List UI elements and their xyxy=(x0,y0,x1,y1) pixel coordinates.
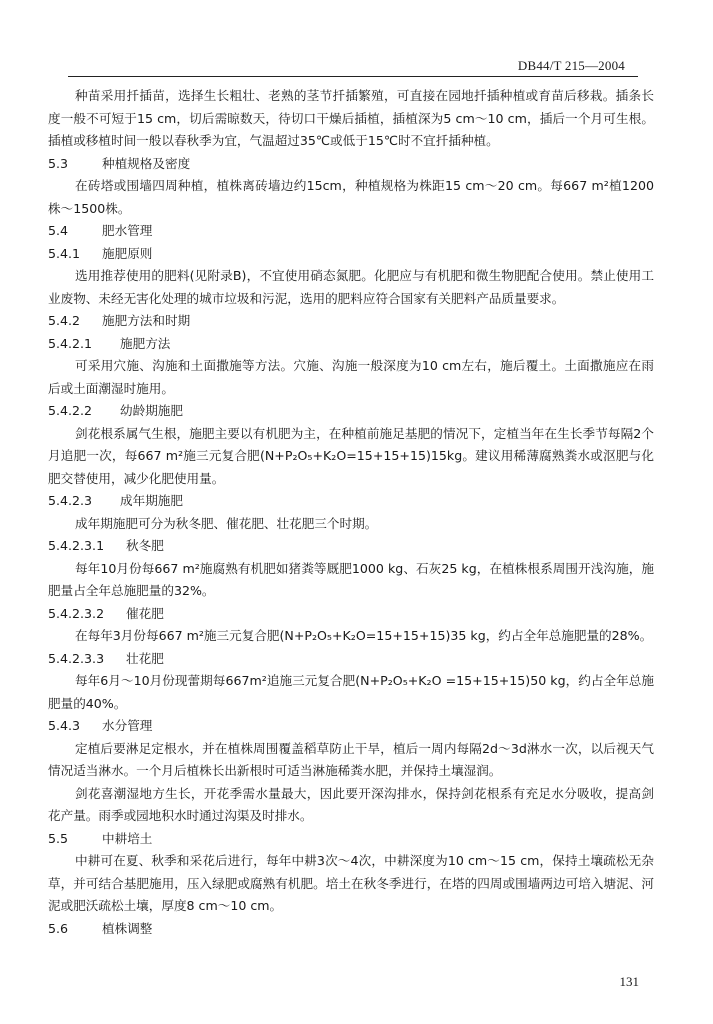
section-title: 壮花肥 xyxy=(126,650,164,666)
paragraph-5-4-3-a: 定植后要淋足定根水，并在植株周围覆盖稻草防止干旱，植后一周内每隔2d～3d淋水一次，以后视天气情况适当淋水。一个月后植株长出新根时可适当淋施稀粪水肥，并保持土壤湿润。 xyxy=(48,740,654,778)
section-title: 幼龄期施肥 xyxy=(120,403,183,418)
section-number: 5.3 xyxy=(48,155,69,171)
section-title: 秋冬肥 xyxy=(126,538,164,553)
document-id-header: DB44/T 215—2004 xyxy=(517,58,625,73)
section-heading-5-4-2-1 xyxy=(48,333,654,356)
paragraph-5-4-2-3-2: 在每年3月份每667 m²施三元复合肥(N+P₂O₅+K₂O=15+15+15)35 kg，约占全年总施肥量的28%。 xyxy=(75,628,653,643)
paragraph-5-4-1: 选用推荐使用的肥料(见附录B)，不宜使用硝态氮肥。化肥应与有机肥和微生物肥配合使用。禁止使用工业废物、未经无害化处理的城市垃圾和污泥，选用的肥料应符合国家有关肥料产品质量要求。 xyxy=(48,268,654,306)
section-number: 5.4.1 xyxy=(48,245,81,261)
header-rule xyxy=(68,76,638,77)
section-heading-5-3 xyxy=(48,153,654,176)
section-heading-5-4-2-3-2 xyxy=(48,603,654,626)
section-heading-5-4-3 xyxy=(48,715,654,738)
section-title: 水分管理 xyxy=(102,718,153,733)
section-number: 5.4.2.3.3 xyxy=(48,650,105,666)
section-number: 5.4.2.3.1 xyxy=(48,538,105,553)
section-heading-5-6 xyxy=(48,918,654,941)
section-number: 5.4.2.1 xyxy=(48,335,93,351)
section-heading-5-5 xyxy=(48,828,654,851)
paragraph-5-4-2-3-1: 每年10月份每667 m²施腐熟有机肥如猪粪等厩肥1000 kg、石灰25 kg，在植株根系周围开浅沟施，施肥量占全年总施肥量的32%。 xyxy=(48,560,654,598)
section-title: 肥水管理 xyxy=(102,223,153,238)
paragraph-5-4-2-3: 成年期施肥可分为秋冬肥、催花肥、壮花肥三个时期。 xyxy=(75,515,378,531)
section-heading-5-4-2-3-3 xyxy=(48,648,654,671)
section-heading-5-4-2-3 xyxy=(48,490,654,513)
paragraph-5-4-3-b: 剑花喜潮湿地方生长，开花季需水量最大，因此要开深沟排水，保持剑花根系有充足水分吸收，提高剑花产量。雨季或园地积水时通过沟渠及时排水。 xyxy=(48,785,654,823)
paragraph-5-4-2-2: 剑花根系属气生根，施肥主要以有机肥为主，在种植前施足基肥的情况下，定植当年在生长季节每隔2个月追肥一次，每667 m²施三元复合肥(N+P₂O₅+K₂O=15+15+15)15kg。建议用稀薄腐熟粪水或沤肥与化肥交替使用，减少化肥使用量。 xyxy=(48,425,654,486)
paragraph-5-4-2-1: 可采用穴施、沟施和土面撒施等方法。穴施、沟施一般深度为10 cm左右，施后覆土。土面撒施应在雨后或土面潮湿时施用。 xyxy=(48,358,654,396)
section-title: 中耕培土 xyxy=(102,830,153,846)
section-title: 施肥原则 xyxy=(102,245,153,261)
section-title: 施肥方法和时期 xyxy=(102,313,191,328)
section-title: 施肥方法 xyxy=(120,335,171,351)
section-number: 5.4.2.2 xyxy=(48,403,93,418)
section-heading-5-4-2-3-1 xyxy=(48,535,654,558)
section-number: 5.4.3 xyxy=(48,718,81,733)
paragraph-5-5: 中耕可在夏、秋季和采花后进行，每年中耕3次～4次，中耕深度为10 cm～15 cm，保持土壤疏松无杂草，并可结合基肥施用，压入绿肥或腐熟有机肥。培土在秋冬季进行，在塔的四周或围墙两边可培入塘泥、河泥或肥沃疏松土壤，厚度8 cm～10 cm。 xyxy=(48,853,654,913)
paragraph-5-3: 在砖塔或围墙四周种植，植株离砖墙边约15cm，种植规格为株距15 cm～20 cm。每667 m²植1200株～1500株。 xyxy=(48,178,654,216)
section-title: 种植规格及密度 xyxy=(102,155,191,171)
paragraph-5-4-2-3-3: 每年6月～10月份现蕾期每667m²追施三元复合肥(N+P₂O₅+K₂O =15+15+15)50 kg，约占全年总施肥量的40%。 xyxy=(48,673,654,711)
section-title: 植株调整 xyxy=(102,920,153,936)
section-number: 5.5 xyxy=(48,830,69,846)
section-heading-5-4-2-2 xyxy=(48,400,654,423)
page-number: 131 xyxy=(619,974,639,989)
section-number: 5.4.2.3.2 xyxy=(48,605,105,621)
section-number: 5.6 xyxy=(48,920,69,936)
section-number: 5.4 xyxy=(48,223,69,238)
section-heading-5-4 xyxy=(48,220,654,243)
section-heading-5-4-2 xyxy=(48,310,654,333)
section-heading-5-4-1 xyxy=(48,243,654,266)
document-body xyxy=(48,85,654,940)
section-title: 催花肥 xyxy=(126,605,164,621)
section-number: 5.4.2.3 xyxy=(48,493,93,508)
section-title: 成年期施肥 xyxy=(120,493,183,508)
paragraph-propagation: 种苗采用扦插苗，选择生长粗壮、老熟的茎节扦插繁殖，可直接在园地扦插种植或育苗后移栽。插条长度一般不可短于15 cm，切后需晾数天，待切口干燥后插植，插植深为5 cm～10 cm，插后一个月可生根。插植或移植时间一般以春秋季为宜，气温超过35℃或低于15℃时不宜扦插种植。 xyxy=(48,88,654,148)
section-number: 5.4.2 xyxy=(48,313,81,328)
